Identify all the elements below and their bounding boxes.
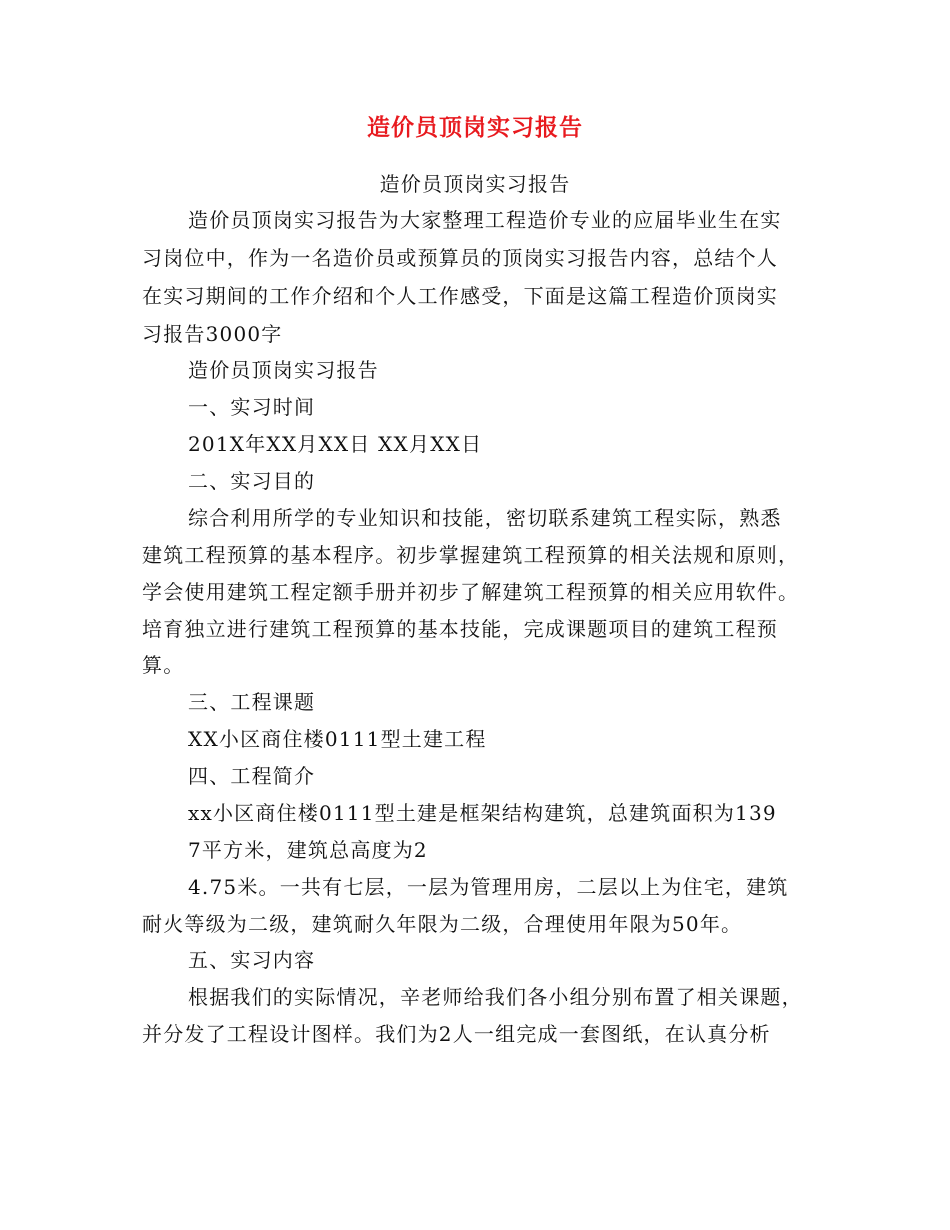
section-heading: 三、工程课题 (188, 690, 316, 714)
paragraph-line: 造价员顶岗实习报告为大家整理工程造价专业的应届毕业生在实 (188, 208, 782, 232)
paragraph-line: 培育独立进行建筑工程预算的基本技能，完成课题项目的建筑工程预 (142, 617, 778, 641)
paragraph-line: 耐火等级为二级，建筑耐久年限为二级，合理使用年限为50年。 (142, 912, 743, 936)
section-heading: 二、实习目的 (188, 469, 316, 493)
paragraph-line: XX小区商住楼0111型土建工程 (188, 727, 487, 751)
paragraph-line: 并分发了工程设计图样。我们为2人一组完成一套图纸，在认真分析 (142, 1022, 771, 1046)
document-title: 造价员顶岗实习报告 (367, 114, 583, 141)
paragraph-line: 学会使用建筑工程定额手册并初步了解建筑工程预算的相关应用软件。 (142, 580, 800, 604)
paragraph-line: 算。 (142, 653, 185, 677)
section-heading: 五、实习内容 (188, 948, 316, 972)
paragraph-line: 在实习期间的工作介绍和个人工作感受，下面是这篇工程造价顶岗实 (142, 284, 778, 308)
paragraph-line: 建筑工程预算的基本程序。初步掌握建筑工程预算的相关法规和原则， (142, 543, 800, 567)
paragraph-line: 7平方米，建筑总高度为2 (188, 838, 428, 862)
paragraph-line: 造价员顶岗实习报告 (188, 358, 379, 382)
paragraph-line: 4.75米。一共有七层，一层为管理用房，二层以上为住宅，建筑 (188, 875, 789, 899)
paragraph-line: xx小区商住楼0111型土建是框架结构建筑，总建筑面积为139 (188, 801, 777, 825)
paragraph-line: 习岗位中，作为一名造价员或预算员的顶岗实习报告内容，总结个人 (142, 246, 778, 270)
paragraph-line: 201X年XX月XX日 XX月XX日 (188, 432, 483, 456)
document-subtitle: 造价员顶岗实习报告 (379, 172, 571, 196)
section-heading: 四、工程简介 (188, 764, 316, 788)
paragraph-line: 根据我们的实际情况，辛老师给我们各小组分别布置了相关课题， (188, 985, 803, 1009)
section-heading: 一、实习时间 (188, 395, 316, 419)
paragraph-line: 习报告3000字 (142, 322, 283, 346)
paragraph-line: 综合利用所学的专业知识和技能，密切联系建筑工程实际，熟悉 (188, 506, 782, 530)
